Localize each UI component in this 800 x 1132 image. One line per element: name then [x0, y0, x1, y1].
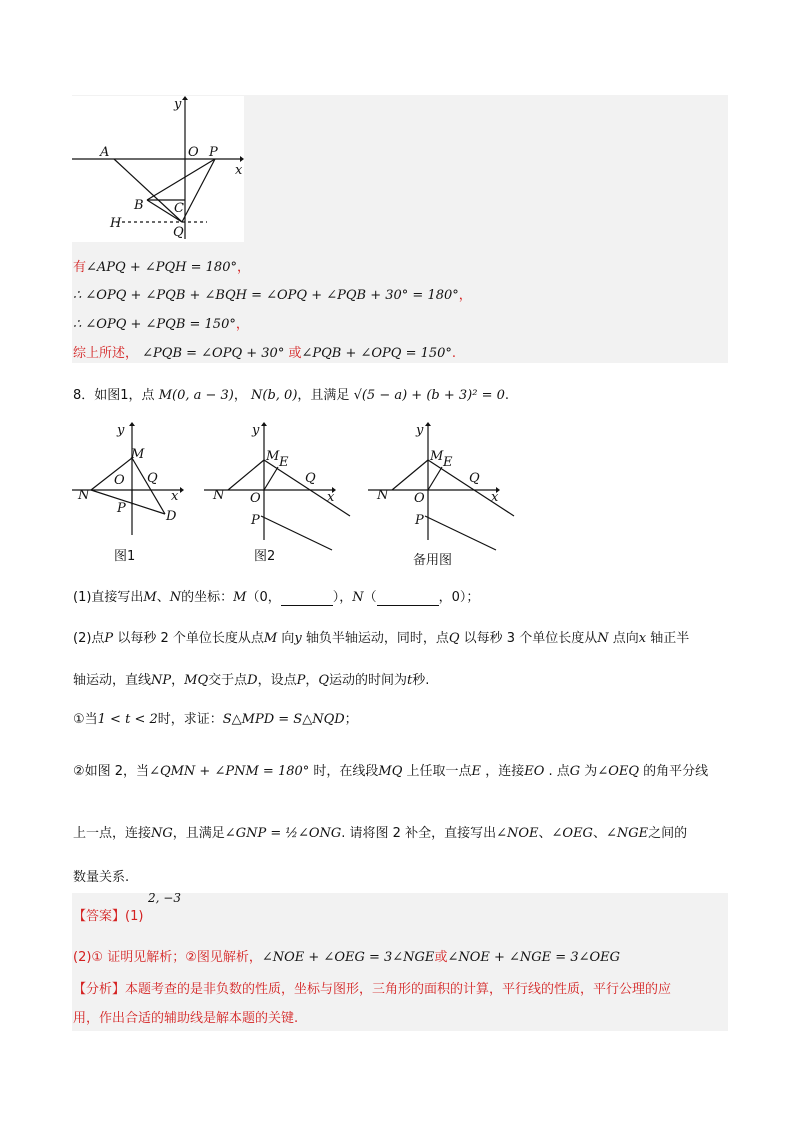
backup-figure	[368, 420, 518, 580]
figure-2	[204, 420, 354, 580]
solution-line-3: ∴ ∠OPQ + ∠PQB = 150°，	[73, 317, 249, 332]
label-a: A	[100, 145, 110, 160]
label-y: y	[174, 97, 182, 112]
top-figure	[72, 96, 244, 242]
fig3-label-y: y	[416, 423, 424, 438]
fig3-label-o: O	[414, 491, 425, 506]
fig2-label-q: Q	[305, 471, 316, 486]
fig1-label-m: M	[131, 447, 145, 462]
answer-line-1	[73, 905, 143, 924]
analysis-line-2: 用，作出合适的辅助线是解本题的关键.	[73, 1011, 299, 1026]
fig3-label-p: P	[415, 513, 424, 528]
fig3-label-e: E	[443, 455, 453, 470]
fig1-label-n: N	[78, 488, 90, 503]
fig1-label-o: O	[114, 473, 125, 488]
solution-line-1: 有∠APQ + ∠PQH = 180°，	[73, 260, 250, 275]
question-1: (1)直接写出M、N的坐标：M（0， ），N（ ，0）；	[73, 590, 480, 605]
fig1-label-y: y	[117, 423, 125, 438]
fig1-label-p: P	[117, 501, 126, 516]
fig3-label-n: N	[377, 488, 389, 503]
problem-intro: 8．如图1，点 M(0, a − 3)， N(b, 0)，且满足 √(5 − a) + (b + 3)² = 0.	[73, 388, 509, 403]
fig2-label-p: P	[251, 513, 260, 528]
analysis-line-1: 【分析】本题考查的是非负数的性质，坐标与图形，三角形的面积的计算，平行线的性质，平行公理的应	[73, 982, 672, 997]
fig1-caption: 图1	[114, 549, 136, 564]
question-2-part-1: ①当1 < t < 2时，求证：S△MPD = S△NQD；	[73, 712, 358, 727]
label-q: Q	[173, 225, 184, 240]
fig2-label-y: y	[252, 423, 260, 438]
fig3-label-m: M	[430, 449, 444, 464]
answer-line-2: (2)① 证明见解析；②图见解析，∠NOE + ∠OEG = 3∠NGE或∠NOE + ∠NGE = 3∠OEG	[73, 950, 621, 965]
figure-1	[72, 420, 184, 580]
fig2-label-x: x	[327, 490, 335, 505]
answer-blank-m[interactable]	[281, 590, 333, 606]
question-2-part-2-cont: 上一点，连接NG，且满足∠GNP = ½∠ONG. 请将图 2 补全，直接写出∠NOE、∠OEG、∠NGE之间的	[73, 826, 688, 841]
label-c: C	[174, 201, 184, 216]
fig3-label-x: x	[491, 490, 499, 505]
solution-line-4: 综上所述， ∠PQB = ∠OPQ + 30° 或∠PQB + ∠OPQ = 150°.	[73, 346, 457, 361]
label-p: P	[209, 145, 218, 160]
fig3-caption: 备用图	[413, 553, 453, 568]
label-b: B	[134, 198, 144, 213]
fig2-label-e: E	[279, 455, 289, 470]
analysis-label: 【分析】	[73, 982, 126, 997]
solution-line-2: ∴ ∠OPQ + ∠PQB + ∠BQH = ∠OPQ + ∠PQB + 30° = 180°，	[73, 288, 472, 303]
question-2-part-2-end: 数量关系.	[73, 870, 130, 885]
question-2-line-1: (2)点P 以每秒 2 个单位长度从点M 向y 轴负半轴运动，同时，点Q 以每秒 3 个单位长度从N 点向x 轴正半	[73, 631, 690, 646]
fig1-label-q: Q	[147, 471, 158, 486]
fig3-label-q: Q	[469, 471, 480, 486]
fig2-label-n: N	[213, 488, 225, 503]
answer-value: 2, −3	[148, 891, 181, 905]
answer-label: 【答案】(1)	[73, 909, 144, 924]
fig2-caption: 图2	[254, 549, 276, 564]
fig1-label-x: x	[171, 489, 179, 504]
fig2-label-o: O	[250, 491, 261, 506]
label-x: x	[235, 163, 243, 178]
fig2-label-m: M	[266, 449, 280, 464]
label-o: O	[188, 145, 199, 160]
question-2-part-2: ②如图 2，当∠QMN + ∠PNM = 180° 时，在线段MQ 上任取一点E ，连接EO . 点G 为∠OEQ 的角平分线	[73, 764, 709, 779]
question-2-line-2: 轴运动，直线NP，MQ交于点D，设点P，Q运动的时间为t秒.	[73, 673, 430, 688]
label-h: H	[110, 216, 122, 231]
fig1-label-d: D	[166, 509, 177, 524]
answer-blank-n[interactable]	[377, 590, 439, 606]
